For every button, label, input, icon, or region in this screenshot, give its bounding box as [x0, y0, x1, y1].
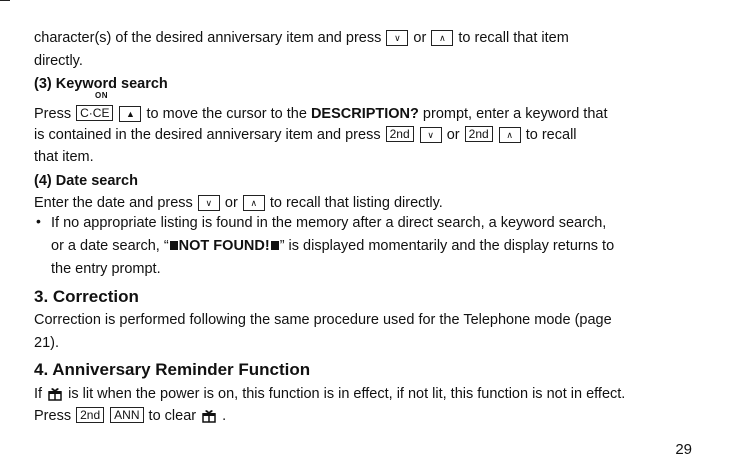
- text: to clear: [148, 408, 197, 424]
- text: is contained in the desired anniversary item and press: [34, 127, 381, 143]
- block-icon: [170, 241, 178, 250]
- up-key-icon: ∧: [499, 127, 521, 143]
- corner-mark: [0, 0, 10, 1]
- text: or: [446, 127, 460, 143]
- down-key-icon: ∨: [386, 30, 408, 46]
- text: ” is displayed momentarily and the display returns to: [279, 238, 615, 254]
- text-line: Correction is performed following the same procedure used for the Telephone mode (page: [34, 312, 612, 328]
- text-line: [34, 125, 577, 145]
- heading-keyword-search: (3) Keyword search: [34, 76, 168, 92]
- text: If: [34, 386, 43, 402]
- text: Press: [34, 408, 72, 424]
- text: Press: [34, 106, 72, 122]
- text: to recall that item: [458, 30, 569, 46]
- heading-anniversary-reminder: 4. Anniversary Reminder Function: [34, 360, 311, 379]
- text-line: that item.: [34, 149, 94, 165]
- ann-key-icon: ANN: [110, 407, 143, 423]
- text: or a date search, “: [51, 238, 169, 254]
- text-line: [51, 236, 614, 256]
- text-line: If no appropriate listing is found in the memory after a direct search, a keyword search,: [51, 215, 607, 231]
- page-number: 29: [675, 441, 692, 458]
- text: DESCRIPTION?: [310, 106, 419, 122]
- text: is lit when the power is on, this function is in effect, if not lit, this function is not in effect.: [68, 386, 626, 402]
- text-line: [34, 28, 569, 48]
- block-icon: [271, 241, 279, 250]
- heading-correction: 3. Correction: [34, 287, 139, 306]
- gift-icon: [202, 409, 216, 423]
- text-line: the entry prompt.: [51, 261, 161, 277]
- second-key-icon: 2nd: [465, 126, 493, 142]
- text: to move the cursor to the: [146, 106, 307, 122]
- up-key-icon: ∧: [431, 30, 453, 46]
- down-key-icon: ∨: [198, 195, 220, 211]
- text-line: 21).: [34, 335, 59, 351]
- on-label: ON: [95, 91, 108, 100]
- text: NOT FOUND!: [178, 238, 270, 254]
- cce-key-icon: C·CE: [76, 105, 113, 121]
- text: character(s) of the desired anniversary item and press: [34, 30, 382, 46]
- text: to recall: [525, 127, 577, 143]
- second-key-icon: 2nd: [76, 407, 104, 423]
- text-line: [34, 193, 443, 213]
- text: or: [413, 30, 427, 46]
- text-line: [34, 104, 608, 124]
- text: Enter the date and press: [34, 195, 193, 211]
- second-key-icon: 2nd: [386, 126, 414, 142]
- text: or: [224, 195, 238, 211]
- text-line: [34, 384, 625, 404]
- text-line: [34, 406, 226, 426]
- heading-date-search: (4) Date search: [34, 173, 138, 189]
- down-key-icon: ∨: [420, 127, 442, 143]
- bullet-icon: •: [36, 213, 41, 229]
- up-key-icon: ∧: [243, 195, 265, 211]
- text: prompt, enter a keyword that: [422, 106, 608, 122]
- text: to recall that listing directly.: [269, 195, 443, 211]
- cursor-up-key-icon: ▲: [119, 106, 141, 122]
- text-line: directly.: [34, 53, 83, 69]
- gift-icon: [48, 387, 62, 401]
- text: .: [222, 408, 227, 424]
